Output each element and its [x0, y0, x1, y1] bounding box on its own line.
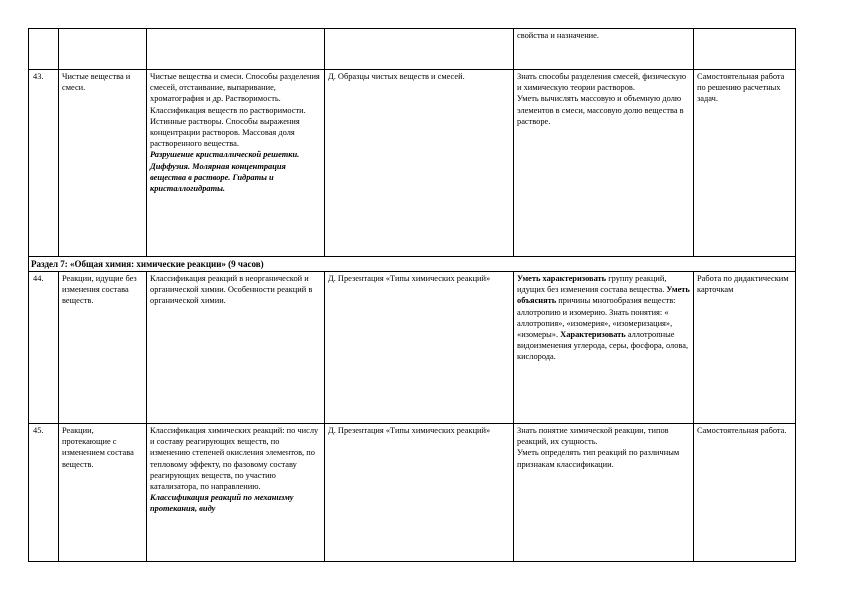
lesson-requirements — [514, 272, 694, 424]
lesson-topic: Чистые вещества и смеси. — [59, 70, 147, 257]
lesson-number: 44. — [29, 272, 59, 424]
lesson-topic: Реакции, идущие без изменения состава веществ. — [59, 272, 147, 424]
lesson-number: 45. — [29, 424, 59, 562]
requirement-know: Знать способы разделения смесей, физическую и химическую теории растворов. — [517, 72, 687, 93]
lesson-control: Самостоятельная работа по решению расчетных задач. — [694, 70, 796, 257]
table-row — [29, 272, 796, 424]
lesson-content: Классификация реакций в неорганической и органической химии. Особенности реакций в органической химии. — [147, 272, 325, 424]
lesson-demo — [325, 29, 514, 70]
lesson-requirements: свойства и назначение. — [514, 29, 694, 70]
lesson-demo: Д. Образцы чистых веществ и смесей. — [325, 70, 514, 257]
req-emphasis: Характеризовать — [560, 330, 626, 340]
lesson-topic — [59, 29, 147, 70]
table-row — [29, 424, 796, 562]
lesson-requirements — [514, 424, 694, 562]
req-emphasis: Уметь объяснять — [517, 285, 690, 306]
req-text: аллотропные видоизменения углерода, серы, фосфора, олова, кислорода. — [517, 330, 689, 362]
table-row — [29, 70, 796, 257]
req-text: Знать понятия: « аллотропия», «изомерия», «изомеризация», «изомеры». — [517, 307, 673, 340]
content-extra: Классификация реакций по механизму протекания, виду — [150, 493, 294, 514]
req-text: группу реакций, идущих без изменения состава вещества. — [517, 274, 667, 295]
section-title: Раздел 7: «Общая химия: химические реакции» (9 часов) — [29, 257, 796, 272]
lesson-topic: Реакции, протекающие с изменением состава веществ. — [59, 424, 147, 562]
lesson-content — [147, 424, 325, 562]
content-text: Классификация химических реакций: по числу и составу реагирующих веществ, по изменению степеней окисления элементов, по тепловому эффекту, по фазовому составу реагирующих веществ, по участию катализатора, по направлению. — [150, 426, 319, 492]
lesson-demo: Д. Презентация «Типы химических реакций» — [325, 272, 514, 424]
requirement-skill: Уметь вычислять массовую и объемную долю элементов в смеси, массовую долю вещества в растворе. — [517, 94, 684, 126]
section-row — [29, 257, 796, 272]
content-text: Чистые вещества и смеси. Способы разделения смесей, отстаивание, выпаривание, хроматография и др. Растворимость. Классификация веществ по растворимости. Истинные растворы. Способы выражения концентрации растворов. Массовая доля растворенного вещества. — [150, 72, 320, 149]
lesson-number — [29, 29, 59, 70]
lesson-control: Работа по дидактическим карточкам — [694, 272, 796, 424]
requirement-know: Знать понятие химической реакции, типов реакций, их сущность. — [517, 426, 669, 447]
lesson-plan-table — [28, 28, 796, 562]
lesson-demo: Д. Презентация «Типы химических реакций» — [325, 424, 514, 562]
content-extra: Разрушение кристаллической решетки. Диффузия. Молярная концентрация вещества в растворе. Гидраты и кристаллогидраты. — [150, 150, 300, 194]
table-row — [29, 29, 796, 70]
lesson-content — [147, 29, 325, 70]
lesson-requirements — [514, 70, 694, 257]
lesson-control — [694, 29, 796, 70]
requirement-skill: Уметь определять тип реакций по различным признакам классификации. — [517, 448, 680, 469]
req-text: причины многообразия веществ: аллотропию и изомерию. — [517, 296, 676, 317]
req-emphasis: Уметь характеризовать — [517, 274, 607, 283]
lesson-content — [147, 70, 325, 257]
lesson-control: Самостоятельная работа. — [694, 424, 796, 562]
lesson-number: 43. — [29, 70, 59, 257]
